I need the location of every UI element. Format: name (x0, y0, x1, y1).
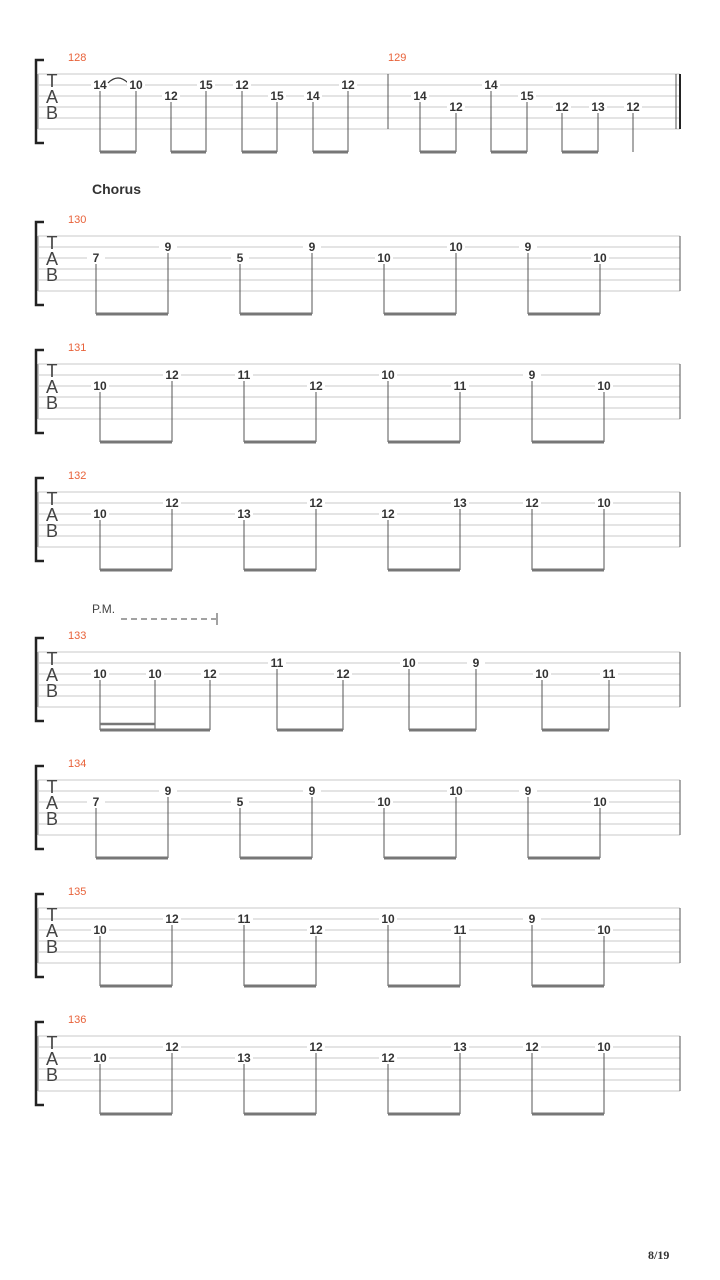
fret-number: 11 (602, 667, 616, 681)
fret-number: 11 (453, 923, 467, 937)
system-bracket (36, 222, 44, 305)
fret-number: 12 (309, 1040, 323, 1054)
fret-number: 10 (449, 240, 463, 254)
fret-number: 12 (309, 923, 323, 937)
fret-number: 10 (597, 496, 611, 510)
fret-number: 9 (524, 784, 532, 798)
fret-number: 12 (336, 667, 350, 681)
tie-arc (108, 78, 128, 83)
system-bracket (36, 894, 44, 977)
fret-number: 9 (308, 240, 316, 254)
tab-clef-letter: B (45, 937, 59, 957)
tab-clef-letter: A (45, 793, 59, 813)
fret-number: 10 (597, 923, 611, 937)
fret-number: 14 (306, 89, 320, 103)
fret-number: 10 (93, 923, 107, 937)
fret-number: 13 (453, 1040, 467, 1054)
tab-clef-letter: B (45, 1065, 59, 1085)
fret-number: 11 (237, 912, 251, 926)
tab-clef-letter: A (45, 921, 59, 941)
tab-clef-letter: A (45, 1049, 59, 1069)
fret-number: 14 (93, 78, 107, 92)
measure-number: 128 (68, 52, 87, 64)
tab-clef-letter: A (45, 665, 59, 685)
fret-number: 12 (381, 507, 395, 521)
fret-number: 9 (528, 912, 536, 926)
tab-clef-letter: T (46, 1033, 58, 1053)
fret-number: 12 (309, 496, 323, 510)
fret-number: 12 (165, 496, 179, 510)
measure-number: 129 (388, 52, 407, 64)
palm-mute-label: P.M. (92, 602, 116, 616)
fret-number: 12 (165, 368, 179, 382)
fret-number: 9 (164, 240, 172, 254)
fret-number: 7 (92, 251, 100, 265)
system-bracket (36, 766, 44, 849)
fret-number: 12 (555, 100, 569, 114)
tab-clef-letter: T (46, 777, 58, 797)
fret-number: 12 (626, 100, 640, 114)
tab-clef-letter: T (46, 905, 58, 925)
tab-clef-letter: T (46, 233, 58, 253)
fret-number: 15 (199, 78, 213, 92)
tab-clef-letter: B (45, 265, 59, 285)
fret-number: 12 (341, 78, 355, 92)
fret-number: 10 (129, 78, 143, 92)
fret-number: 9 (528, 368, 536, 382)
measure-number: 135 (68, 886, 87, 898)
fret-number: 10 (402, 656, 416, 670)
fret-number: 15 (520, 89, 534, 103)
fret-number: 10 (377, 795, 391, 809)
fret-number: 5 (236, 251, 244, 265)
system-bracket (36, 60, 44, 143)
tab-clef-letter: A (45, 377, 59, 397)
fret-number: 10 (381, 912, 395, 926)
fret-number: 11 (270, 656, 284, 670)
fret-number: 10 (93, 507, 107, 521)
fret-number: 12 (525, 496, 539, 510)
fret-number: 10 (148, 667, 162, 681)
tab-clef-letter: A (45, 505, 59, 525)
tab-clef-letter: T (46, 71, 58, 91)
measure-number: 134 (68, 758, 87, 770)
fret-number: 13 (237, 1051, 251, 1065)
fret-number: 11 (453, 379, 467, 393)
fret-number: 9 (308, 784, 316, 798)
fret-number: 10 (377, 251, 391, 265)
measure-number: 133 (68, 630, 87, 642)
fret-number: 10 (449, 784, 463, 798)
tab-clef-letter: A (45, 249, 59, 269)
fret-number: 12 (165, 912, 179, 926)
fret-number: 10 (593, 251, 607, 265)
tab-clef-letter: B (45, 103, 59, 123)
system-bracket (36, 638, 44, 721)
fret-number: 14 (413, 89, 427, 103)
fret-number: 11 (237, 368, 251, 382)
fret-number: 10 (93, 667, 107, 681)
tab-clef-letter: A (45, 87, 59, 107)
fret-number: 12 (165, 1040, 179, 1054)
fret-number: 10 (597, 379, 611, 393)
fret-number: 12 (164, 89, 178, 103)
measure-number: 130 (68, 214, 87, 226)
fret-number: 7 (92, 795, 100, 809)
fret-number: 12 (449, 100, 463, 114)
tab-clef-letter: B (45, 521, 59, 541)
fret-number: 12 (309, 379, 323, 393)
fret-number: 10 (593, 795, 607, 809)
fret-number: 12 (525, 1040, 539, 1054)
section-label-chorus: Chorus (92, 181, 141, 197)
system-bracket (36, 350, 44, 433)
fret-number: 9 (472, 656, 480, 670)
system-bracket (36, 478, 44, 561)
tab-clef-letter: B (45, 809, 59, 829)
fret-number: 10 (93, 1051, 107, 1065)
fret-number: 10 (535, 667, 549, 681)
fret-number: 12 (235, 78, 249, 92)
system-bracket (36, 1022, 44, 1105)
fret-number: 10 (381, 368, 395, 382)
fret-number: 13 (591, 100, 605, 114)
fret-number: 9 (164, 784, 172, 798)
fret-number: 5 (236, 795, 244, 809)
fret-number: 12 (381, 1051, 395, 1065)
tab-clef-letter: T (46, 649, 58, 669)
fret-number: 10 (93, 379, 107, 393)
page-number: 8/19 (648, 1248, 670, 1262)
tab-clef-letter: B (45, 681, 59, 701)
measure-number: 136 (68, 1014, 87, 1026)
tab-clef-letter: T (46, 489, 58, 509)
measure-number: 131 (68, 342, 87, 354)
measure-number: 132 (68, 470, 87, 482)
fret-number: 12 (203, 667, 217, 681)
fret-number: 9 (524, 240, 532, 254)
fret-number: 13 (237, 507, 251, 521)
fret-number: 15 (270, 89, 284, 103)
tab-clef-letter: B (45, 393, 59, 413)
fret-number: 14 (484, 78, 498, 92)
fret-number: 13 (453, 496, 467, 510)
fret-number: 10 (597, 1040, 611, 1054)
tab-clef-letter: T (46, 361, 58, 381)
